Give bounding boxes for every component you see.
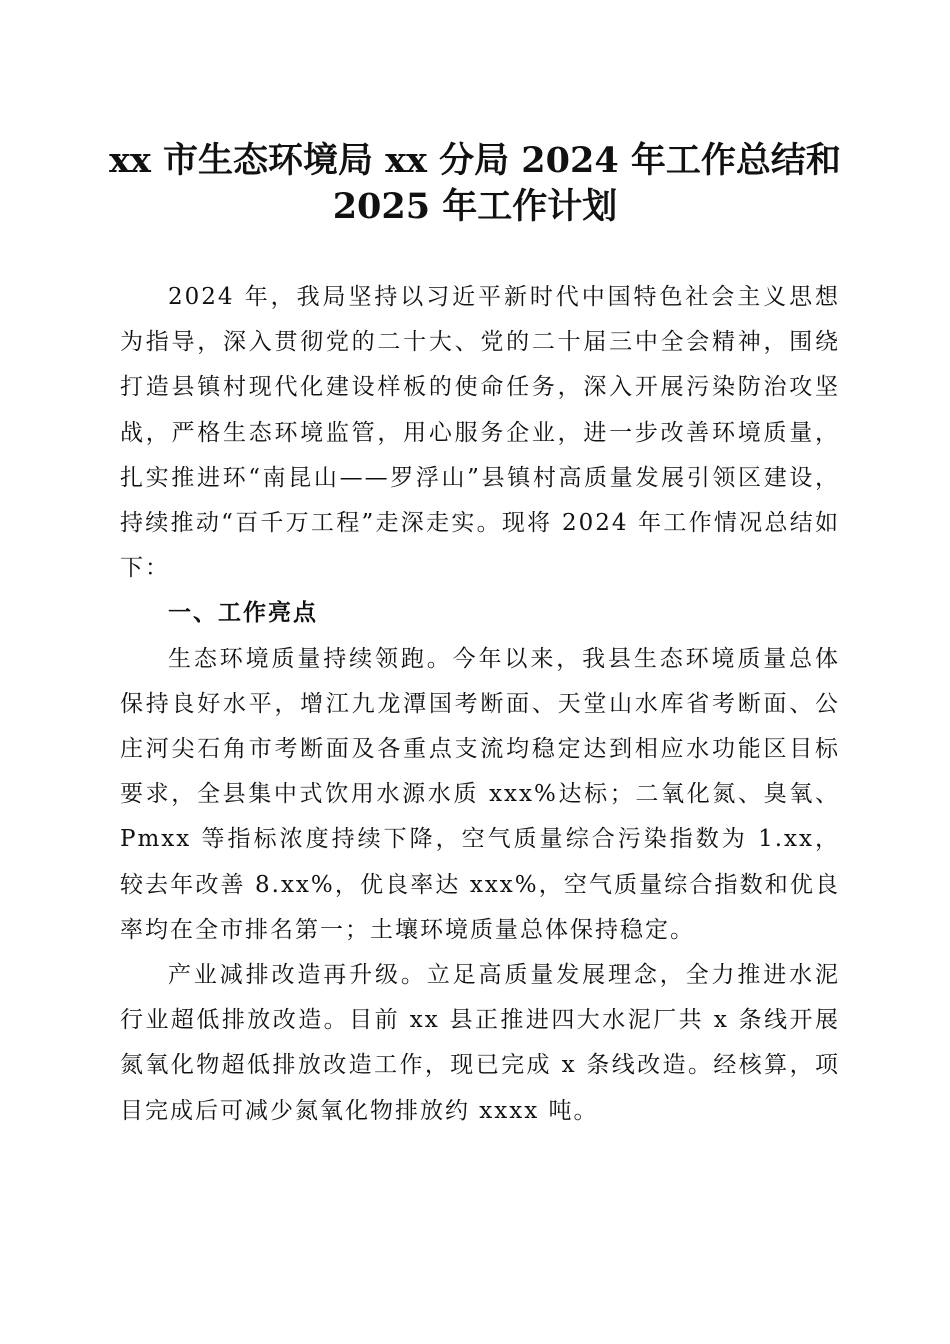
document-title-line-1: xx 市生态环境局 xx 分局 2024 年工作总结和 bbox=[109, 140, 841, 181]
document-body bbox=[120, 275, 840, 1134]
section-heading-highlights: 一、工作亮点 bbox=[168, 600, 318, 627]
intro-paragraph: 2024 年，我局坚持以习近平新时代中国特色社会主义思想为指导，深入贯彻党的二十大、党的二十届三中全会精神，围绕打造县镇村现代化建设样板的使命任务，深入开展污染防治攻坚战，严格生态环境监管，用心服务企业，进一步改善环境质量，扎实推进环“南昆山——罗浮山”县镇村高质量发展引领区建设，持续推动“百千万工程”走深走实。现将 2024 年工作情况总结如下： bbox=[120, 284, 840, 582]
industry-emission-paragraph: 产业减排改造再升级。立足高质量发展理念，全力推进水泥行业超低排放改造。目前 xx 县正推进四大水泥厂共 x 条线开展氮氧化物超低排放改造工作，现已完成 x 条线改造。经核算，项目完成后可减少氮氧化物排放约 xxxx 吨。 bbox=[120, 962, 840, 1124]
document-title-line-2: 2025 年工作计划 bbox=[332, 186, 618, 227]
ecology-quality-paragraph: 生态环境质量持续领跑。今年以来，我县生态环境质量总体保持良好水平，增江九龙潭国考断面、天堂山水库省考断面、公庄河尖石角市考断面及各重点支流均稳定达到相应水功能区目标要求，全县集中式饮用水源水质 xxx%达标；二氧化氮、臭氧、Pmxx 等指标浓度持续下降，空气质量综合污染指数为 1.xx，较去年改善 8.xx%，优良率达 xxx%，空气质量综合指数和优良率均在全市排名第一；土壤环境质量总体保持稳定。 bbox=[120, 645, 840, 943]
